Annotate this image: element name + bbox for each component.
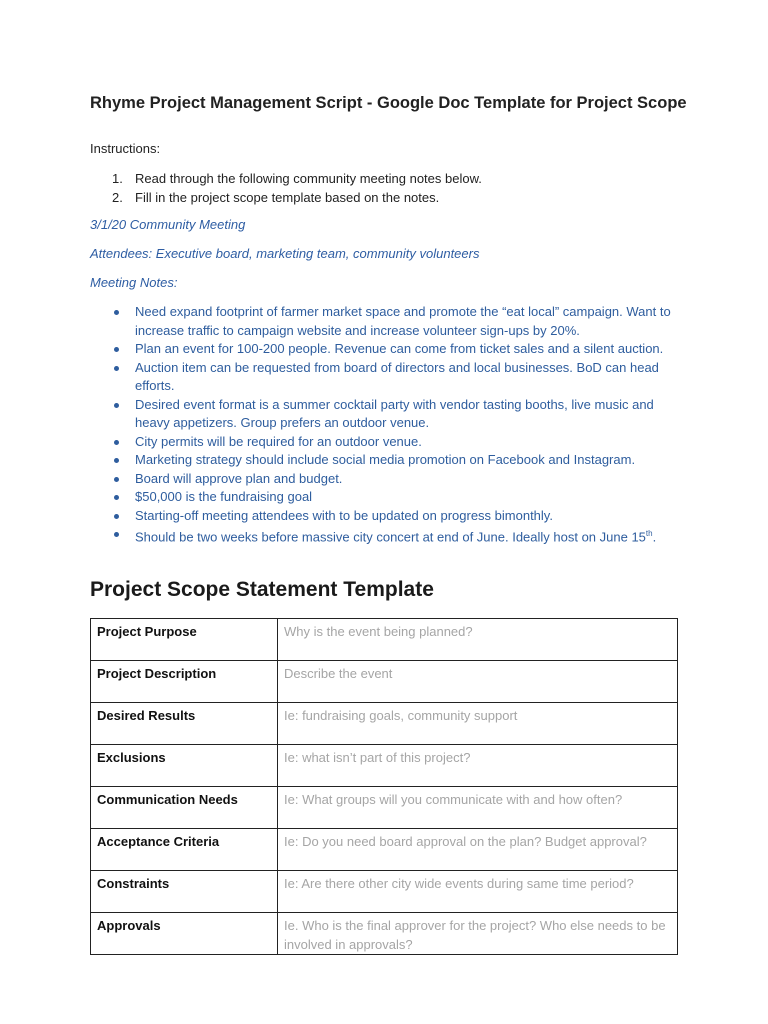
note-text: Desired event format is a summer cocktail party with vendor tasting booths, live music and heavy appetizers. Group prefers an outdoor venue.: [135, 396, 654, 430]
instruction-item: [90, 169, 482, 188]
row-label: Project Purpose: [91, 619, 278, 661]
bullet-icon: [114, 366, 119, 371]
table-row: [91, 745, 678, 787]
row-label: Constraints: [91, 871, 278, 913]
row-placeholder[interactable]: Ie. Who is the final approver for the project? Who else needs to be involved in approvals?: [278, 913, 678, 955]
instruction-item: [90, 188, 482, 207]
row-placeholder[interactable]: Ie: Do you need board approval on the plan? Budget approval?: [278, 829, 678, 871]
note-item: [90, 359, 680, 396]
bullet-icon: [114, 514, 119, 519]
note-item: [90, 470, 680, 489]
note-text: Plan an event for 100-200 people. Revenue can come from ticket sales and a silent auction.: [135, 341, 664, 356]
bullet-icon: [114, 347, 119, 352]
table-row: [91, 871, 678, 913]
bullet-icon: [114, 532, 119, 537]
attendees-line: Attendees: Executive board, marketing team, community volunteers: [90, 246, 480, 261]
note-text: Marketing strategy should include social media promotion on Facebook and Instagram.: [135, 452, 636, 467]
instruction-text: Read through the following community meeting notes below.: [135, 171, 482, 186]
bullet-icon: [114, 310, 119, 315]
row-label: Communication Needs: [91, 787, 278, 829]
meeting-notes-list: [90, 303, 680, 547]
bullet-icon: [114, 477, 119, 482]
row-placeholder[interactable]: Ie: What groups will you communicate with and how often?: [278, 787, 678, 829]
note-item: [90, 340, 680, 359]
row-placeholder[interactable]: Ie: fundraising goals, community support: [278, 703, 678, 745]
note-text: Need expand footprint of farmer market space and promote the “eat local” campaign. Want to increase traffic to campaign website and increase volunteer sign-ups by 20%.: [135, 304, 671, 338]
document-title: Rhyme Project Management Script - Google Doc Template for Project Scope: [90, 94, 687, 112]
instruction-number: 2.: [112, 190, 123, 205]
instructions-list: [90, 169, 482, 207]
bullet-icon: [114, 495, 119, 500]
note-text: Board will approve plan and budget.: [135, 470, 343, 486]
table-row: [91, 829, 678, 871]
row-label: Acceptance Criteria: [91, 829, 278, 871]
bullet-icon: [114, 403, 119, 408]
row-placeholder[interactable]: Why is the event being planned?: [278, 619, 678, 661]
note-end: .: [652, 529, 657, 545]
note-item: [90, 488, 680, 507]
row-label: Approvals: [91, 913, 278, 955]
note-text: $50,000 is the fundraising goal: [135, 489, 313, 504]
table-row: [91, 913, 678, 955]
note-item: [90, 451, 680, 470]
row-label: Exclusions: [91, 745, 278, 787]
row-placeholder[interactable]: Ie: Are there other city wide events during same time period?: [278, 871, 678, 913]
note-item: [90, 433, 680, 452]
note-text: Should be two weeks before massive city concert at end of June. Ideally host on June 15: [135, 529, 646, 545]
meeting-header: 3/1/20 Community Meeting: [90, 217, 246, 232]
meeting-notes-label: Meeting Notes:: [90, 275, 178, 290]
note-text: City permits will be required for an outdoor venue.: [135, 433, 422, 449]
note-item: [90, 396, 680, 433]
row-label: Project Description: [91, 661, 278, 703]
instructions-label: Instructions:: [90, 141, 161, 156]
row-placeholder[interactable]: Describe the event: [278, 661, 678, 703]
table-row: [91, 661, 678, 703]
table-row: [91, 787, 678, 829]
table-row: [91, 703, 678, 745]
bullet-icon: [114, 440, 119, 445]
instruction-text: Fill in the project scope template based on the notes.: [135, 190, 440, 205]
note-item: [90, 303, 680, 340]
table-row: [91, 619, 678, 661]
bullet-icon: [114, 458, 119, 463]
note-item: [90, 525, 680, 547]
ordinal-suffix: th: [645, 529, 653, 538]
row-label: Desired Results: [91, 703, 278, 745]
template-title: Project Scope Statement Template: [90, 578, 434, 601]
note-text: Starting-off meeting attendees with to be updated on progress bimonthly.: [135, 507, 553, 523]
row-placeholder[interactable]: Ie: what isn’t part of this project?: [278, 745, 678, 787]
instruction-number: 1.: [112, 171, 123, 186]
note-text: Auction item can be requested from board of directors and local businesses. BoD can head efforts.: [135, 359, 659, 393]
note-item: [90, 507, 680, 526]
scope-table: [90, 618, 678, 955]
